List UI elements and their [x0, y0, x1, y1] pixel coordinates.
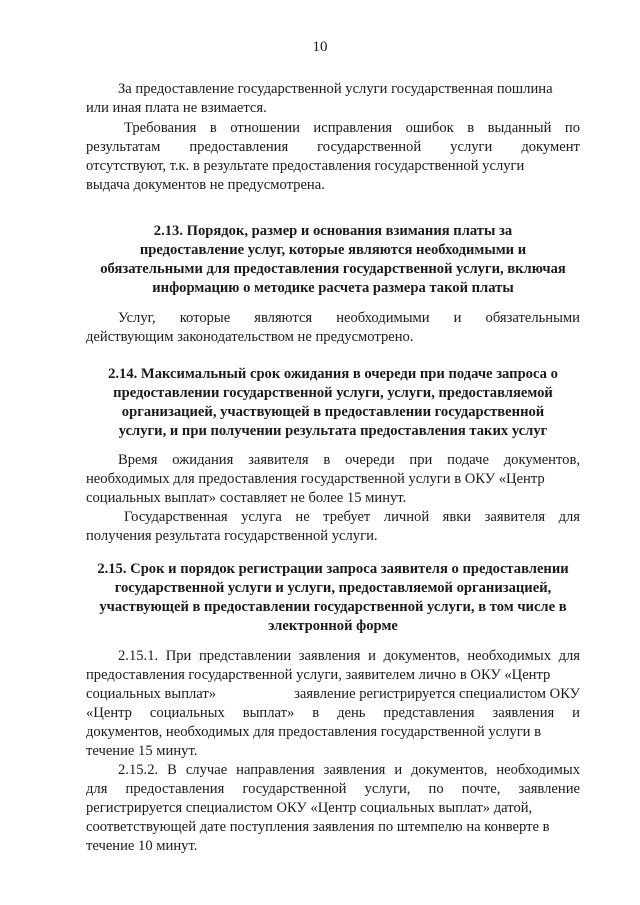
word: документ	[521, 139, 580, 155]
section-2-15-p2-line-5: течение 10 минут.	[86, 838, 198, 854]
word: которые	[179, 310, 231, 326]
section-2-14-heading-line-1: 2.14. Максимальный срок ожидания в очереди при подаче запроса о	[108, 366, 558, 382]
section-2-14-heading-line-4: услуги, и при получении результата предоставления таких услуг	[118, 423, 548, 439]
section-2-15-p2-line-3: регистрируется специалистом ОКУ «Центр социальных выплат» датой,	[86, 800, 533, 816]
section-2-15-heading-line-2: государственной услуги и услуги, предоставляемой организацией,	[114, 580, 552, 596]
section-2-14-p2-line-2: получения результата государственной услуги.	[86, 528, 378, 544]
section-2-15-p1-line-3	[86, 685, 580, 703]
section-2-14-heading-line-2: предоставлении государственной услуги, услуги, предоставляемой	[113, 385, 553, 401]
section-2-15-heading-line-3: участвующей в предоставлении государственной услуги, в том числе в	[99, 599, 567, 615]
word: предоставления	[189, 139, 289, 155]
fee-paragraph-line-2: или иная плата не взимается.	[86, 100, 267, 116]
word: Услуг,	[118, 310, 156, 326]
section-2-15-p1-line-1: 2.15.1. При представлении заявления и документов, необходимых для	[118, 648, 580, 664]
error-paragraph-line-3: отсутствуют, т.к. в результате предоставления государственной услуги	[86, 158, 525, 174]
section-2-15-p1-line-6: течение 15 минут.	[86, 743, 198, 759]
section-2-15-heading-line-4: электронной форме	[268, 618, 398, 634]
section-2-13-heading-line-2: предоставление услуг, которые являются необходимыми и	[139, 242, 527, 258]
word: обязательными	[485, 310, 580, 326]
section-2-14-p1-line-2: необходимых для предоставления государственной услуги в ОКУ «Центр	[86, 471, 545, 487]
section-2-13-heading-line-3: обязательными для предоставления государственной услуги, включая	[100, 261, 566, 277]
section-2-14-p1-line-3: социальных выплат» составляет не более 15 минут.	[86, 490, 407, 506]
section-2-15-p2-line-4: соответствующей дате поступления заявления по штемпелю на конверте в	[86, 819, 550, 835]
word: и	[453, 310, 462, 326]
text-segment: заявление регистрируется специалистом ОКУ	[294, 686, 580, 702]
section-2-13-body-line-2: действующим законодательством не предусмотрено.	[86, 329, 414, 345]
section-2-13-heading-line-1: 2.13. Порядок, размер и основания взимания платы за	[153, 223, 513, 239]
section-2-15-p2-line-2: для предоставления государственной услуги, по почте, заявление	[86, 781, 580, 797]
section-2-15-p1-line-5: документов, необходимых для предоставления государственной услуги в	[86, 724, 542, 740]
section-2-15-heading-line-1: 2.15. Срок и порядок регистрации запроса заявителя о предоставлении	[97, 561, 569, 577]
page-number: 10	[312, 39, 328, 55]
section-2-14-p2-line-1: Государственная услуга не требует личной явки заявителя для	[124, 509, 580, 525]
word: необходимыми	[336, 310, 430, 326]
section-2-13-heading-line-4: информацию о методике расчета размера такой платы	[152, 280, 514, 296]
section-2-15-p2-line-1: 2.15.2. В случае направления заявления и документов, необходимых	[118, 762, 580, 778]
error-paragraph-line-1: Требования в отношении исправления ошибок в выданный по	[124, 120, 580, 136]
word: являются	[254, 310, 313, 326]
word: результатам	[86, 139, 161, 155]
error-paragraph-line-4: выдача документов не предусмотрена.	[86, 177, 325, 193]
section-2-14-p1-line-1: Время ожидания заявителя в очереди при подаче документов,	[118, 452, 580, 468]
fee-paragraph-line-1: За предоставление государственной услуги государственная пошлина	[118, 81, 553, 97]
word: услуги	[450, 139, 493, 155]
word: государственной	[317, 139, 422, 155]
text-segment: социальных выплат»	[86, 686, 217, 702]
section-2-15-p1-line-4: «Центр социальных выплат» в день представления заявления и	[86, 705, 580, 721]
section-2-13-body-line-1	[118, 309, 580, 327]
section-2-15-p1-line-2: предоставления государственной услуги, заявителем лично в ОКУ «Центр	[86, 667, 551, 683]
error-paragraph-line-2	[86, 138, 580, 156]
section-2-14-heading-line-3: организацией, участвующей в предоставлении государственной	[121, 404, 545, 420]
